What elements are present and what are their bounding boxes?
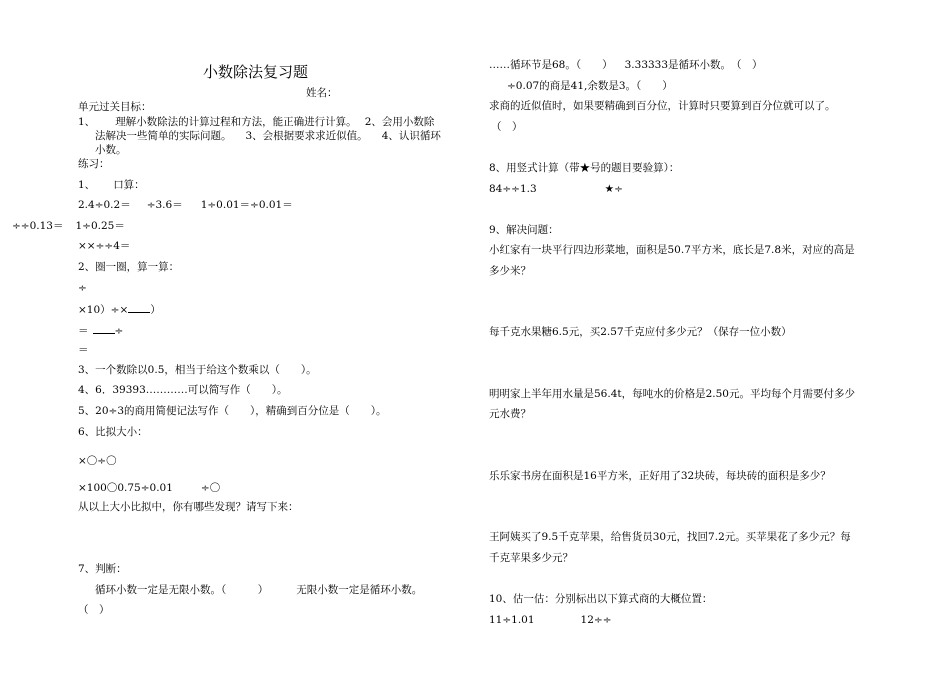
goal-1-number: 1、 [78, 116, 96, 128]
goal-2-text-cont: 法解决一些简单的实际问题。 [95, 130, 232, 142]
judge-row-3-bracket: （ ） [491, 121, 523, 133]
q2-line-1: ÷ [78, 282, 87, 294]
goals-header: 单元过关目标： [78, 101, 152, 113]
q10-items [489, 613, 612, 627]
q4-text: 4、6．39393…………可以简写作（ ）。 [78, 384, 288, 396]
q6-heading: 6、比拟大小： [78, 426, 148, 438]
q2-line-3 [78, 323, 123, 338]
problem-3-line-1: 明明家上半年用水量是56.4t，每吨水的价格是2.50元。平均每个月需要付多少 [489, 388, 855, 400]
q1-item: 1÷0.25＝ [75, 220, 125, 232]
problem-4: 乐乐家书房在面积是16平方米，正好用了32块砖，每块砖的面积是多少？ [489, 470, 831, 482]
q6-compare: ÷〇 [200, 482, 221, 494]
q1-item: ÷3.6＝ [146, 199, 183, 211]
q7-row [95, 583, 422, 597]
q6-compare: ×100〇0.75÷0.01 [78, 482, 173, 494]
q1-item: 1÷0.01＝÷0.01＝ [200, 199, 293, 211]
q2-heading: 2、圈一圈，算一算： [78, 261, 180, 273]
judge-row-1 [489, 58, 763, 72]
problem-5-line-1: 王阿姨买了9.5千克苹果，给售货员30元，找回7.2元。买苹果花了多少元？每 [489, 531, 851, 543]
problem-5-line-2: 千克苹果多少元？ [489, 552, 573, 564]
q1-item: ÷÷0.13＝ [12, 220, 64, 232]
q6-row-2 [78, 481, 220, 495]
problem-1-line-1: 小红家有一块平行四边形菜地，面积是50.7平方米，底长是7.8米，对应的高是 [489, 244, 855, 256]
goal-2-text: 2、会用小数除 [364, 116, 435, 128]
q1-number: 1、 [78, 179, 96, 191]
q2-expr: ÷ [114, 325, 124, 337]
judge-statement: ……循环节是68。（ ） [489, 59, 613, 71]
q10-item: 12÷÷ [580, 614, 612, 626]
q1-heading [78, 178, 145, 192]
q3-text: 3、一个数除以0.5，相当于给这个数乘以（ ）。 [78, 364, 317, 376]
page-title: 小数除法复习题 [203, 63, 309, 81]
q2-expr-end: ） [150, 304, 161, 316]
goal-line-1 [78, 115, 434, 129]
q10-heading: 10、估一估：分别标出以下算式商的大概位置： [489, 593, 713, 605]
q7-statement: 循环小数一定是无限小数。（ ） [95, 584, 269, 596]
q8-item: ★÷ [604, 183, 623, 195]
q1-text: 口算： [113, 179, 145, 191]
answer-blank[interactable] [93, 323, 115, 334]
q1-row-3: ××÷÷4＝ [78, 240, 131, 252]
q6-row-1: ×〇÷〇 [78, 455, 117, 467]
goal-4-text: 4、认识循环 [381, 130, 441, 142]
q8-heading: 8、用竖式计算（带★号的题目要验算）： [489, 162, 680, 174]
problem-1-line-2: 多少米？ [489, 265, 531, 277]
q1-row-2 [12, 219, 125, 233]
q8-item: 84÷÷1.3 [489, 183, 537, 195]
q2-line-4: ＝ [78, 344, 89, 356]
goal-1-text: 理解小数除法的计算过程和方法，能正确进行计算。 [115, 116, 357, 128]
q5-text: 5、20÷3的商用简便记法写作（ ），精确到百分位是（ ）。 [78, 405, 387, 417]
answer-blank[interactable] [128, 302, 150, 313]
q2-expr: ×10）÷× [78, 304, 129, 316]
q7-heading: 7、判断： [78, 563, 127, 575]
problem-2: 每千克水果糖6.5元，买2.57千克应付多少元？（保存一位小数） [489, 326, 792, 338]
judge-row-3: 求商的近似值时，如果要精确到百分位，计算时只要算到百分位就可以了。 [489, 100, 836, 112]
problem-3-line-2: 元水费？ [489, 408, 531, 420]
q2-eq: ＝ [78, 325, 89, 337]
q1-item: 2.4÷0.2＝ [78, 199, 131, 211]
q10-item: 11÷1.01 [489, 614, 535, 626]
judge-statement: 3.33333是循环小数。 （ ） [624, 59, 763, 71]
q7-bracket: （ ） [78, 604, 110, 616]
goal-line-3: 小数。 [95, 144, 127, 156]
q8-problems [489, 182, 623, 196]
q6-note: 从以上大小比拟中，你有哪些发现？请写下来： [78, 501, 299, 513]
q9-heading: 9、解决问题： [489, 224, 559, 236]
practice-header: 练习： [78, 158, 110, 170]
judge-row-2: ÷0.07的商是41,余数是3。（ ） [507, 80, 673, 92]
name-label: 姓名： [306, 87, 338, 99]
goal-3-text: 3、会根据要求求近似值。 [245, 130, 368, 142]
q7-statement: 无限小数一定是循环小数。 [296, 584, 423, 596]
goal-line-2 [95, 129, 441, 143]
q2-line-2 [78, 302, 161, 317]
q1-row-1 [78, 198, 293, 212]
